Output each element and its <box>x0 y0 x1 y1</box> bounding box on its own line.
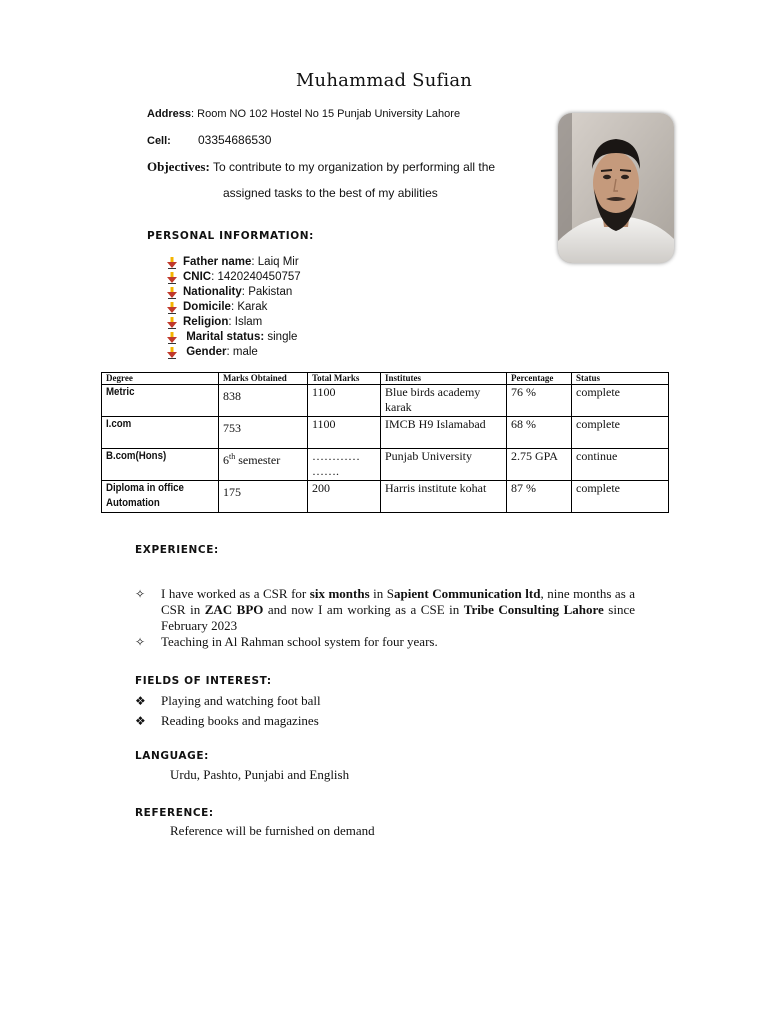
address-value: Room NO 102 Hostel No 15 Punjab University Lahore <box>197 108 461 120</box>
cell-line <box>147 133 271 147</box>
list-item: Father name : Laiq Mir <box>164 255 301 270</box>
cell-status: complete <box>572 385 669 417</box>
cell-degree: Diploma in office Automation <box>102 481 205 513</box>
cell-percentage: 87 % <box>507 481 572 513</box>
experience-item-2: Teaching in Al Rahman school system for four years. <box>161 634 438 649</box>
diamond-four-icon: ❖ <box>135 714 146 728</box>
language-heading: LANGUAGE: <box>135 750 209 762</box>
profile-photo <box>558 113 674 263</box>
list-item: ❖ Reading books and magazines <box>135 711 635 731</box>
language-value: Urdu, Pashto, Punjabi and English <box>170 767 350 782</box>
resume-name: Muhammad Sufian <box>295 70 473 91</box>
down-arrow-icon <box>164 332 180 344</box>
reference-heading: REFERENCE: <box>135 807 214 819</box>
fields-of-interest-list <box>135 691 635 731</box>
experience-list <box>135 586 635 650</box>
header-institutes: Institutes <box>381 373 507 385</box>
cell-status: complete <box>572 417 669 449</box>
table-row <box>102 417 669 449</box>
cell-institute: Punjab University <box>381 449 507 481</box>
star-outline-icon: ✧ <box>135 635 146 649</box>
cell-status: complete <box>572 481 669 513</box>
education-table <box>101 372 669 513</box>
down-arrow-icon <box>164 287 180 299</box>
cell-label: Cell: <box>147 135 171 147</box>
header-degree: Degree <box>102 373 219 385</box>
cell-institute: IMCB H9 Islamabad <box>381 417 507 449</box>
table-row <box>102 449 669 481</box>
list-item: Nationality : Pakistan <box>164 285 301 300</box>
list-item: CNIC : 1420240450757 <box>164 270 301 285</box>
cell-institute: Harris institute kohat <box>381 481 507 513</box>
cell-institute: Blue birds academy karak <box>381 385 507 417</box>
cell-total: 200 <box>308 481 381 513</box>
down-arrow-icon <box>164 257 180 269</box>
cell-value: 03354686530 <box>198 133 272 147</box>
cell-total: 1100 <box>308 385 381 417</box>
cell-obtained: 753 <box>219 417 308 449</box>
reference-value: Reference will be furnished on demand <box>170 823 375 838</box>
experience-item-1: I have worked as a CSR for six months in Sapient Communication ltd, nine months as a CSR in ZAC BPO and now I am working as a CSE in Tribe Consulting Lahore since February 2023 <box>161 586 636 633</box>
cell-percentage: 76 % <box>507 385 572 417</box>
cell-percentage: 68 % <box>507 417 572 449</box>
list-item: ❖ Playing and watching foot ball <box>135 691 635 711</box>
objectives-text-2: assigned tasks to the best of my abilities <box>223 186 438 200</box>
address-line: Address: Room NO 102 Hostel No 15 Punjab University Lahore <box>147 108 461 120</box>
diamond-four-icon: ❖ <box>135 694 146 708</box>
down-arrow-icon <box>164 272 180 284</box>
cell-total: 1100 <box>308 417 381 449</box>
header-percentage: Percentage <box>507 373 572 385</box>
fields-of-interest-heading: FIELDS OF INTEREST: <box>135 675 272 687</box>
personal-info-list <box>164 255 301 360</box>
cell-obtained: 838 <box>219 385 308 417</box>
cell-obtained: 175 <box>219 481 308 513</box>
table-row <box>102 481 669 513</box>
star-outline-icon: ✧ <box>135 587 146 601</box>
objectives-label: Objectives: <box>147 159 210 174</box>
cell-degree: Metric <box>102 385 205 417</box>
down-arrow-icon <box>164 317 180 329</box>
list-item <box>135 586 635 634</box>
header-marks-obtained: Marks Obtained <box>219 373 308 385</box>
list-item: Religion : Islam <box>164 315 301 330</box>
objectives-text-1: To contribute to my organization by performing all the <box>212 160 496 174</box>
list-item: Domicile : Karak <box>164 300 301 315</box>
table-row <box>102 385 669 417</box>
cell-status: continue <box>572 449 669 481</box>
cell-total: ………… ……. <box>308 449 381 481</box>
experience-heading: EXPERIENCE: <box>135 544 219 556</box>
list-item: Marital status: single <box>164 330 301 345</box>
personal-info-heading: PERSONAL INFORMATION: <box>147 230 314 242</box>
cell-obtained: 6th semester <box>219 449 308 481</box>
header-status: Status <box>572 373 669 385</box>
address-label: Address <box>147 108 192 120</box>
table-header-row <box>102 373 669 385</box>
list-item <box>135 634 635 650</box>
cell-percentage: 2.75 GPA <box>507 449 572 481</box>
cell-degree: B.com(Hons) <box>102 449 205 481</box>
list-item: Gender : male <box>164 345 301 360</box>
objectives-line <box>147 159 495 175</box>
header-total-marks: Total Marks <box>308 373 381 385</box>
cell-degree: I.com <box>102 417 205 449</box>
down-arrow-icon <box>164 302 180 314</box>
down-arrow-icon <box>164 347 180 359</box>
